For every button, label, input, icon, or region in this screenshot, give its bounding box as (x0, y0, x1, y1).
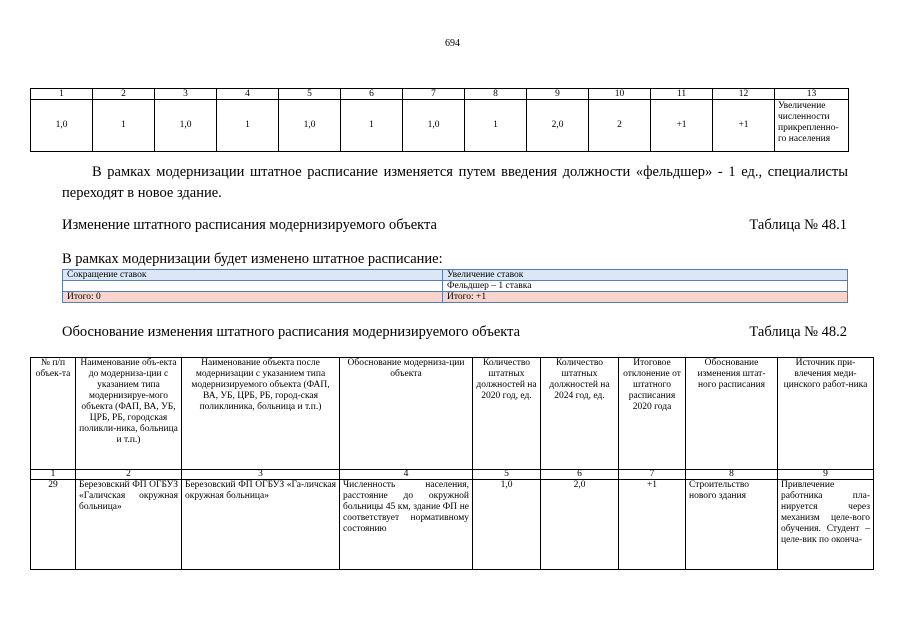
header-cell: № п/п объек-та (31, 358, 76, 470)
column-number: 7 (619, 470, 686, 480)
column-number-row (31, 470, 874, 480)
table-continuation (30, 88, 849, 152)
column-number: 9 (778, 470, 874, 480)
justification-table (30, 357, 874, 570)
table-cell: Привлечение работника пла-нируется через механизм целе-вого обучения. Студент – целе-вик по оконча- (778, 480, 874, 570)
column-number: 3 (182, 470, 340, 480)
column-number: 10 (589, 89, 651, 100)
table-cell: Фельдшер – 1 ставка (443, 281, 848, 292)
header-cell: Наименование объ-екта до модерниза-ции с указанием типа модернизируе-мого объекта (ФАП, ВА, УБ, ЦРБ, РБ, городская поликли-ника, больница и т.п.) (76, 358, 182, 470)
column-number: 8 (465, 89, 527, 100)
table-cell: 29 (31, 480, 76, 570)
column-number: 1 (31, 89, 93, 100)
table-cell: 1,0 (473, 480, 541, 570)
table-cell: Березовский ФП ОГБУЗ «Галичская окружная больница» (76, 480, 182, 570)
column-number: 9 (527, 89, 589, 100)
header-cell: Обоснование модерниза-ции объекта (340, 358, 473, 470)
table-cell: +1 (713, 100, 775, 152)
table-cell (63, 281, 443, 292)
column-number: 5 (279, 89, 341, 100)
table-header-row (63, 270, 848, 281)
column-number: 2 (76, 470, 182, 480)
table-cell: 1 (465, 100, 527, 152)
total-reduction: Итого: 0 (63, 292, 443, 303)
table-total-row (63, 292, 848, 303)
table-cell: 1 (217, 100, 279, 152)
table-cell: 1,0 (31, 100, 93, 152)
staff-change-table (62, 269, 848, 303)
column-number: 4 (217, 89, 279, 100)
table-row (63, 281, 848, 292)
header-cell: Наименование объекта после модернизации с указанием типа модернизируемого объекта (ФАП, ВА, УБ, ЦРБ, РБ, город-ская поликлиника, больница и т.п.) (182, 358, 340, 470)
intro-text: В рамках модернизации будет изменено штатное расписание: (62, 251, 443, 267)
column-number: 1 (31, 470, 76, 480)
column-number: 5 (473, 470, 541, 480)
header-cell: Обоснование изменения штат-ного расписания (686, 358, 778, 470)
table-cell: 1 (341, 100, 403, 152)
column-number: 7 (403, 89, 465, 100)
table-cell: 1,0 (155, 100, 217, 152)
table-row (31, 480, 874, 570)
header-cell: Источник при-влечения меди-цинского работ-ника (778, 358, 874, 470)
column-number: 11 (651, 89, 713, 100)
table-header-row (31, 89, 849, 100)
header-cell: Итоговое отклонение от штатного расписания 2020 года (619, 358, 686, 470)
table-cell: Увеличение численности прикрепленно-го населения (775, 100, 849, 152)
table-cell: Численность населения, расстояние до окружной больницы 45 км, здание ФП не соответствует нормативному состоянию (340, 480, 473, 570)
section-title: Обоснование изменения штатного расписания модернизируемого объекта (62, 324, 521, 340)
table-cell: 1,0 (403, 100, 465, 152)
total-increase: Итого: +1 (443, 292, 848, 303)
table-header-row (31, 358, 874, 470)
table-cell: 1,0 (279, 100, 341, 152)
table-cell: 2,0 (527, 100, 589, 152)
table-number: Таблица № 48.2 (749, 324, 847, 340)
table-cell: Березовский ФП ОГБУЗ «Га-личская окружная больница» (182, 480, 340, 570)
header-cell: Количество штатных должностей на 2024 год, ед. (541, 358, 619, 470)
table-cell: 2,0 (541, 480, 619, 570)
table-cell: Строительство нового здания (686, 480, 778, 570)
column-number: 8 (686, 470, 778, 480)
column-number: 6 (341, 89, 403, 100)
column-number: 13 (775, 89, 849, 100)
header-reduction: Сокращение ставок (63, 270, 443, 281)
header-increase: Увеличение ставок (443, 270, 848, 281)
column-number: 2 (93, 89, 155, 100)
table-row (31, 100, 849, 152)
column-number: 12 (713, 89, 775, 100)
header-cell: Количество штатных должностей на 2020 год, ед. (473, 358, 541, 470)
column-number: 6 (541, 470, 619, 480)
table-cell: +1 (651, 100, 713, 152)
table-cell: 2 (589, 100, 651, 152)
column-number: 4 (340, 470, 473, 480)
table-number: Таблица № 48.1 (749, 217, 847, 233)
column-number: 3 (155, 89, 217, 100)
section-title: Изменение штатного расписания модернизируемого объекта (62, 217, 437, 233)
table-cell: +1 (619, 480, 686, 570)
table-cell: 1 (93, 100, 155, 152)
page-number: 694 (445, 38, 460, 49)
paragraph: В рамках модернизации штатное расписание изменяется путем введения должности «фельдшер» - 1 ед., специалисты переходят в новое здание. (62, 164, 848, 201)
